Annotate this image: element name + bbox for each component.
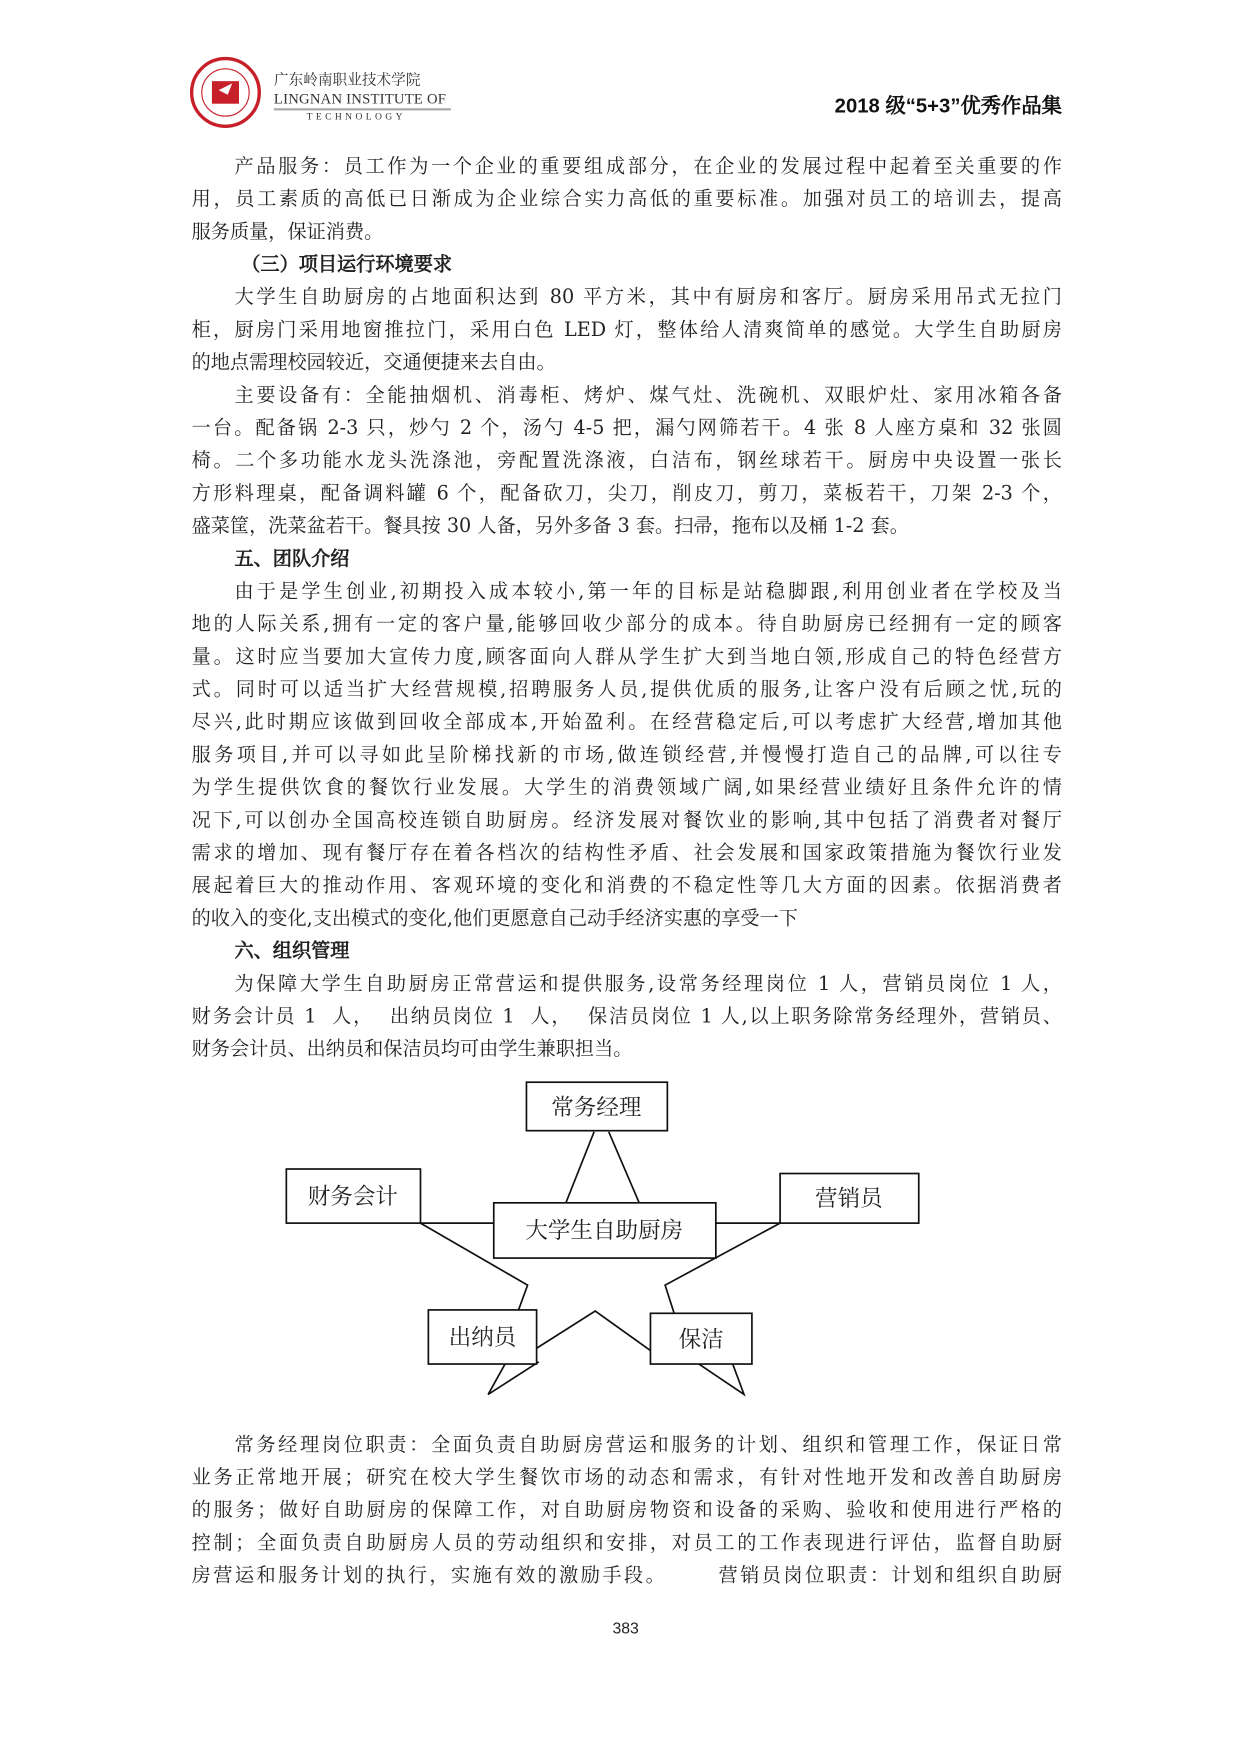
text-line: 的地点需理校园较近，交通便捷来去自由。: [191, 351, 556, 375]
text-line: 方形料理桌，配备调料罐 6 个，配备砍刀，尖刀，削皮刀，剪刀，菜板若干，刀架 2-3 个，: [191, 482, 1062, 506]
section-heading: 六、组织管理: [234, 940, 350, 963]
label-center: 大学生自助厨房: [525, 1217, 684, 1244]
text-line: 柜，厨房门采用地窗推拉门，采用白色 LED 灯，整体给人清爽简单的感觉。大学生自助厨房: [191, 319, 1062, 342]
text-line: 用，员工素质的高低已日渐成为企业综合实力高低的重要标准。加强对员工的培训去，提高: [191, 188, 1062, 211]
text-line: 产品服务：员工作为一个企业的重要组成部分，在企业的发展过程中起着至关重要的作: [234, 155, 1062, 179]
label-sales: 营销员: [815, 1186, 883, 1213]
text-line: 由于是学生创业,初期投入成本较小,第一年的目标是站稳脚跟,利用创业者在学校及当: [234, 580, 1062, 604]
label-cashier: 出纳员: [448, 1324, 517, 1351]
page-number: 383: [612, 1618, 639, 1637]
text-line: 财务会计员、出纳员和保洁员均可由学生兼职担当。: [191, 1038, 633, 1061]
text-line: 展起着巨大的推动作用、客观环境的变化和消费的不稳定性等几大方面的因素。依据消费者: [191, 874, 1062, 898]
text-line: 量。这时应当要加大宣传力度,顾客面向人群从学生扩大到当地白领,形成自己的特色经营方: [191, 645, 1062, 669]
text-line: 为学生提供饮食的餐饮行业发展。大学生的消费领域广阔,如果经营业绩好且条件允许的情: [191, 776, 1062, 800]
text-line: 式。同时可以适当扩大经营规模,招聘服务人员,提供优质的服务,让客户没有后顾之忧,玩的: [191, 678, 1062, 702]
text-line: 为保障大学生自助厨房正常营运和提供服务,设常务经理岗位 1 人，营销员岗位 1 人，: [234, 972, 1062, 996]
text-line: 大学生自助厨房的占地面积达到 80 平方米，其中有厨房和客厅。厨房采用吊式无拉门: [234, 286, 1062, 309]
text-line: 况下,可以创办全国高校连锁自助厨房。经济发展对餐饮业的影响,其中包括了消费者对餐厅: [191, 809, 1062, 832]
label-cleaner: 保洁: [678, 1327, 724, 1354]
text-line: 服务项目,并可以寻如此呈阶梯找新的市场,做连锁经营,并慢慢打造自己的品牌,可以往专: [191, 744, 1062, 767]
text-line: 财务会计员 1 人， 出纳员岗位 1 人， 保洁员岗位 1 人,以上职务除常务经理外，营销员、: [191, 1005, 1062, 1029]
school-name-en-2: TECHNOLOGY: [306, 110, 406, 122]
label-general-manager: 常务经理: [551, 1094, 642, 1121]
body-lower: [192, 1429, 1062, 1592]
text-line: 椅。二个多功能水龙头洗涤池，旁配置洗涤液，白洁布，钢丝球若干。厨房中央设置一张长: [191, 449, 1062, 473]
text-line: 常务经理岗位职责：全面负责自助厨房营运和服务的计划、组织和管理工作，保证日常: [234, 1433, 1062, 1457]
book-title: 2018 级“5+3”优秀作品集: [834, 94, 1062, 118]
section-heading: （三）项目运行环境要求: [241, 253, 453, 277]
text-line: 尽兴,此时期应该做到回收全部成本,开始盈利。在经营稳定后,可以考虑扩大经营,增加其他: [191, 711, 1062, 734]
text-line: 地的人际关系,拥有一定的客户量,能够回收少部分的成本。待自助厨房已经拥有一定的顾客: [191, 613, 1062, 636]
text-line: 业务正常地开展；研究在校大学生餐饮市场的动态和需求，有针对性地开发和改善自助厨房: [191, 1466, 1062, 1490]
text-line: 一台。配备锅 2-3 只，炒勺 2 个，汤勺 4-5 把，漏勺网筛若干。4 张 8 人座方桌和 32 张圆: [191, 417, 1062, 440]
school-name-cn: 广东岭南职业技术学院: [273, 72, 421, 90]
text-line: 的收入的变化,支出模式的变化,他们更愿意自己动手经济实惠的享受一下: [191, 907, 798, 931]
text-line: 服务质量，保证消费。: [191, 220, 384, 244]
text-line: 盛菜筐，洗菜盆若干。餐具按 30 人备，另外多备 3 套。扫帚，拖布以及桶 1-2 套。: [191, 515, 909, 538]
school-name-en: LINGNAN INSTITUTE OF: [273, 90, 447, 108]
text-line: 的服务；做好自助厨房的保障工作，对自助厨房物资和设备的采购、验收和使用进行严格的: [191, 1499, 1062, 1522]
section-heading: 五、团队介绍: [234, 547, 350, 571]
text-line: 控制；全面负责自助厨房人员的劳动组织和安排，对员工的工作表现进行评估，监督自助厨: [191, 1532, 1062, 1555]
text-line: 房营运和服务计划的执行，实施有效的激励手段。 营销员岗位职责：计划和组织自助厨: [191, 1564, 1062, 1588]
label-accountant: 财务会计: [307, 1183, 398, 1210]
text-line: 主要设备有：全能抽烟机、消毒柜、烤炉、煤气灶、洗碗机、双眼炉灶、家用冰箱各备: [234, 384, 1062, 407]
text-line: 需求的增加、现有餐厅存在着各档次的结构性矛盾、社会发展和国家政策措施为餐饮行业发: [191, 842, 1062, 865]
